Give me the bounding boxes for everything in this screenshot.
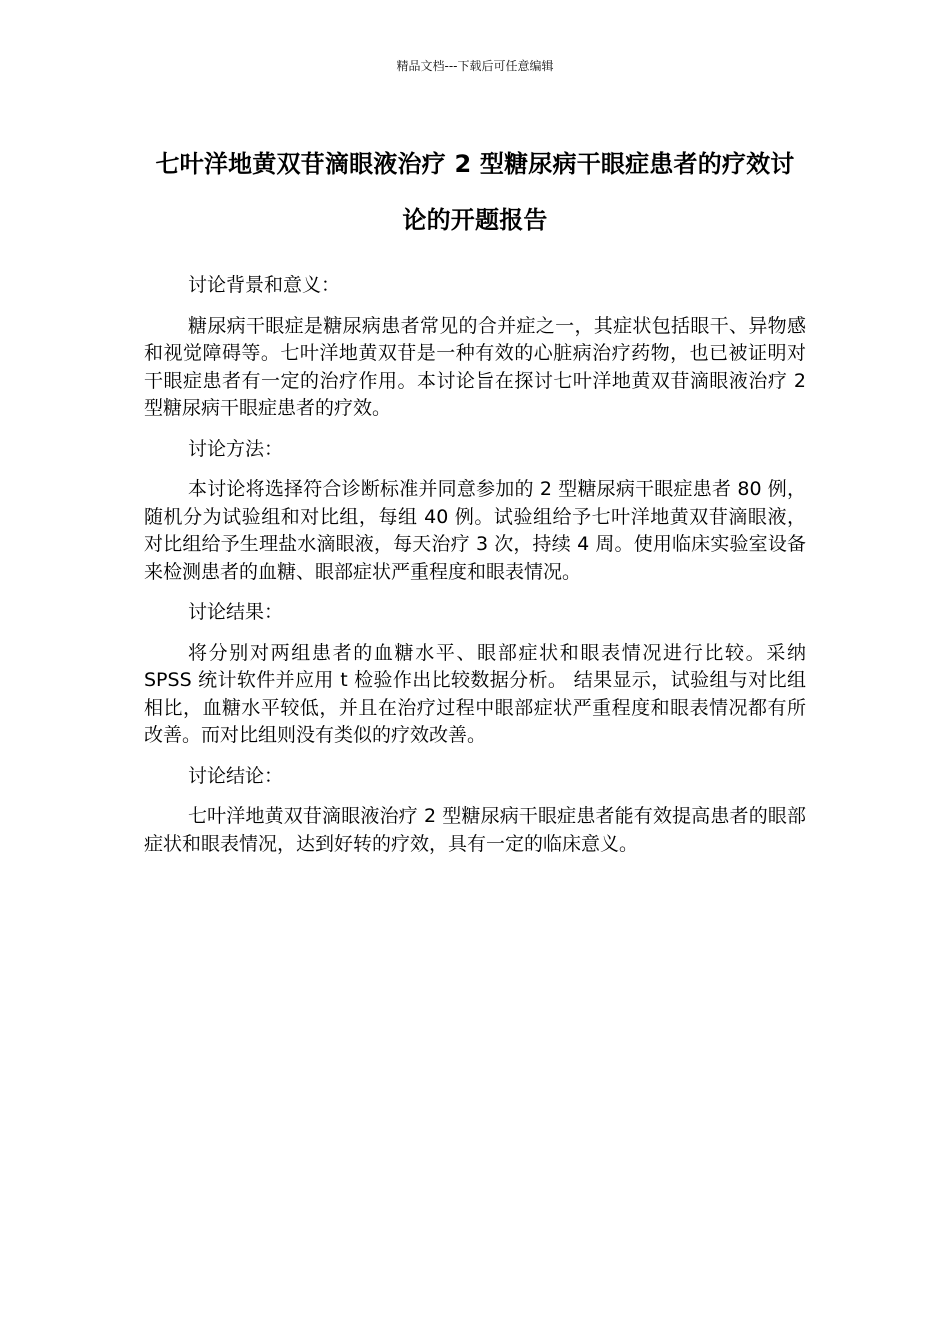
section-heading-conclusion: 讨论结论： xyxy=(188,764,284,787)
section-heading-methods: 讨论方法： xyxy=(188,437,284,460)
section-body-methods: 本讨论将选择符合诊断标准并同意参加的 2 型糖尿病干眼症患者 80 例，随机分为试验组和对比组，每组 40 例。试验组给予七叶洋地黄双苷滴眼液，对比组给予生理盐水滴眼液，每天治疗 3 次，持续 4 周。使用临床实验室设备来检测患者的血糖、眼部症状严重程度和眼表情况。 xyxy=(144,478,806,583)
section-body-conclusion: 七叶洋地黄双苷滴眼液治疗 2 型糖尿病干眼症患者能有效提高患者的眼部症状和眼表情况，达到好转的疗效，具有一定的临床意义。 xyxy=(144,805,806,855)
section-body-results: 将分别对两组患者的血糖水平、眼部症状和眼表情况进行比较。采纳 SPSS 统计软件并应用 t 检验作出比较数据分析。 结果显示，试验组与对比组相比，血糖水平较低，并且在治疗过程中眼部症状严重程度和眼表情况都有所改善。而对比组则没有类似的疗效改善。 xyxy=(144,641,806,746)
header-note: 精品文档---下载后可任意编辑 xyxy=(396,59,554,73)
section-body-background: 糖尿病干眼症是糖尿病患者常见的合并症之一，其症状包括眼干、异物感和视觉障碍等。七叶洋地黄双苷是一种有效的心脏病治疗药物，也已被证明对干眼症患者有一定的治疗作用。本讨论旨在探讨七叶洋地黄双苷滴眼液治疗 2 型糖尿病干眼症患者的疗效。 xyxy=(144,314,806,419)
section-heading-background: 讨论背景和意义： xyxy=(188,274,341,296)
document-body xyxy=(144,272,806,871)
document-title: 七叶洋地黄双苷滴眼液治疗 2 型糖尿病干眼症患者的疗效讨论的开题报告 xyxy=(155,150,795,234)
section-heading-results: 讨论结果： xyxy=(188,601,284,623)
